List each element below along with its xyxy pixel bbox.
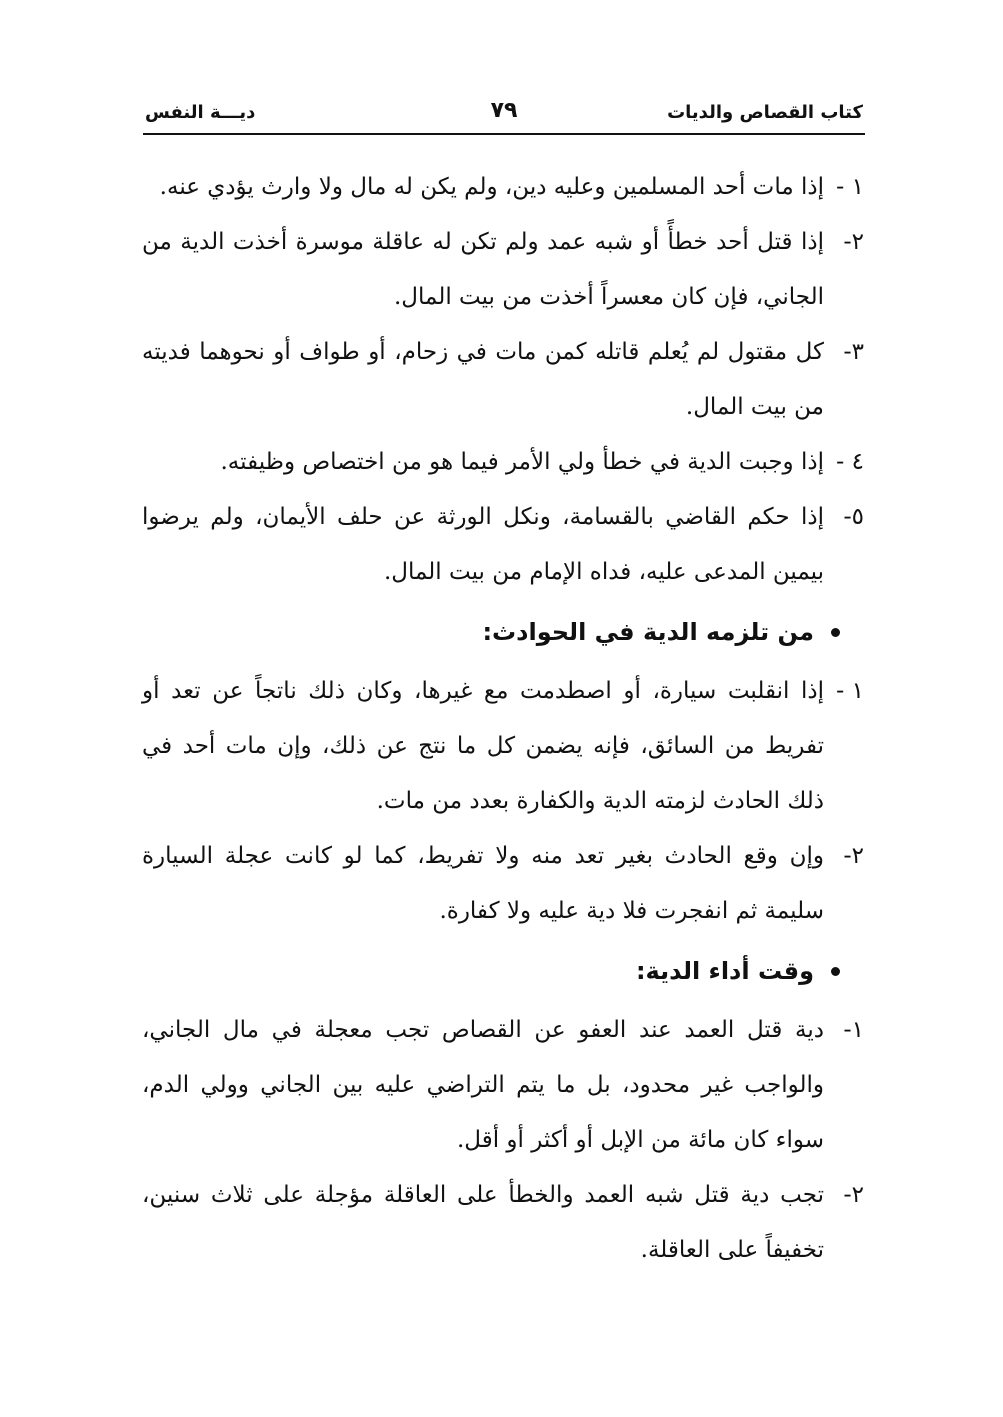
list-item: [142, 1003, 864, 1168]
item-text: وإن وقع الحادث بغير تعد منه ولا تفريط، كما لو كانت عجلة السيارة سليمة ثم انفجرت فلا دية عليه ولا كفارة.: [142, 843, 824, 924]
list-item: [142, 1168, 864, 1278]
page-header: [145, 92, 863, 130]
item-number: ٢-: [843, 229, 864, 255]
item-text: إذا مات أحد المسلمين وعليه دين، ولم يكن له مال ولا وارث يؤدي عنه.: [159, 174, 824, 200]
list-item: [142, 435, 864, 490]
book-title: كتاب القصاص والديات: [667, 102, 863, 123]
item-number: ٤ -: [836, 449, 864, 475]
item-number: ١ -: [836, 678, 864, 704]
list-item: [142, 490, 864, 600]
list-item: [142, 325, 864, 435]
header-divider: [143, 133, 865, 135]
cases-list: [142, 160, 864, 600]
item-text: كل مقتول لم يُعلم قاتله كمن مات في زحام، أو طواف أو نحوهما فديته من بيت المال.: [142, 339, 824, 420]
bullet-icon: [831, 967, 840, 976]
list-item: [142, 829, 864, 939]
list-item: [142, 664, 864, 829]
item-number: ١-: [843, 1017, 864, 1043]
item-number: ١ -: [836, 174, 864, 200]
item-text: دية قتل العمد عند العفو عن القصاص تجب معجلة في مال الجاني، والواجب غير محدود، بل ما يتم التراضي عليه بين الجاني وولي الدم، سواء كان مائة من الإبل أو أكثر أو أقل.: [142, 1017, 824, 1153]
item-number: ٢-: [843, 1182, 864, 1208]
item-text: إذا انقلبت سيارة، أو اصطدمت مع غيرها، وكان ذلك ناتجاً عن تعد أو تفريط من السائق، فإنه يضمن كل ما نتج عن ذلك، وإن مات أحد في ذلك الحادث لزمته الدية والكفارة بعدد من مات.: [142, 678, 824, 814]
list-item: [142, 160, 864, 215]
item-number: ٢-: [843, 843, 864, 869]
page-body: [142, 160, 864, 1278]
item-number: ٥-: [843, 504, 864, 530]
list-item: [142, 215, 864, 325]
item-text: إذا وجبت الدية في خطأ ولي الأمر فيما هو من اختصاص وظيفته.: [220, 449, 824, 475]
item-text: إذا حكم القاضي بالقسامة، ونكل الورثة عن حلف الأيمان، ولم يرضوا بيمين المدعى عليه، فداه الإمام من بيت المال.: [142, 504, 824, 585]
section-heading-payment-time: [142, 939, 864, 1003]
section-heading-accidents: [142, 600, 864, 664]
item-number: ٣-: [843, 339, 864, 365]
item-text: تجب دية قتل شبه العمد والخطأ على العاقلة مؤجلة على ثلاث سنين، تخفيفاً على العاقلة.: [142, 1182, 824, 1263]
accidents-list: [142, 664, 864, 939]
heading-text: من تلزمه الدية في الحوادث:: [482, 618, 814, 646]
section-title: ديـــة النفس: [145, 102, 256, 123]
heading-text: وقت أداء الدية:: [635, 957, 814, 985]
item-text: إذا قتل أحد خطأً أو شبه عمد ولم تكن له عاقلة موسرة أخذت الدية من الجاني، فإن كان معسراً أخذت من بيت المال.: [142, 229, 824, 310]
page-number: ٧٩: [490, 98, 518, 123]
bullet-icon: [831, 628, 840, 637]
payment-time-list: [142, 1003, 864, 1278]
